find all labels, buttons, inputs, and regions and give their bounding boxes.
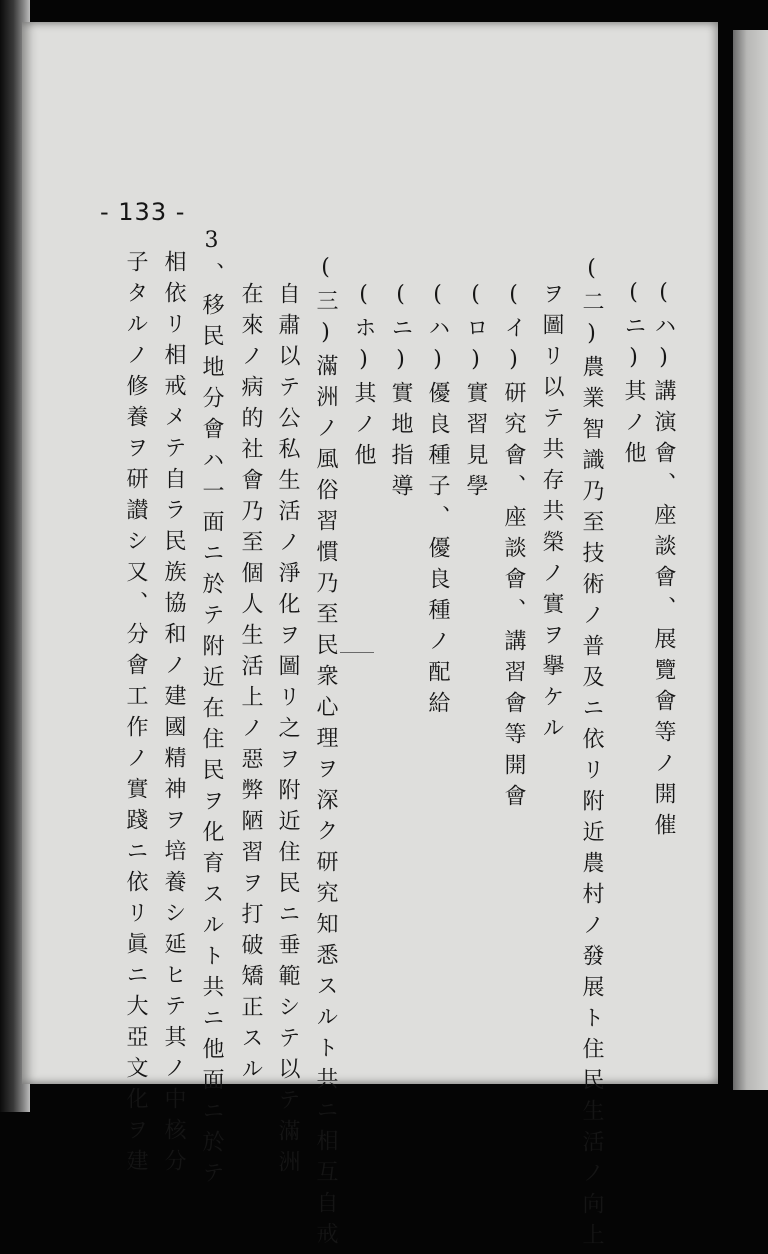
text-column: (ニ)其ノ他 [621,280,646,472]
text-column: 3、移民地分會ハ一面ニ於テ附近在住民ヲ化育スルト共ニ他面ニ於テ [199,228,224,1192]
page-number: - 133 - [100,198,186,226]
text-column: (二)農業智識乃至技術ノ普及ニ依リ附近農村ノ發展ト住民生活ノ向上 [579,256,604,1254]
text-column: 自肅以テ公私生活ノ淨化ヲ圖リ之ヲ附近住民ニ垂範シテ以テ滿洲 [275,282,300,1181]
text-column: (ハ)優良種子、優良種ノ配給 [425,282,450,722]
text-column: (ホ)其ノ他 [351,282,376,474]
text-column: (三)滿洲ノ風俗習慣乃至民衆心理ヲ深ク研究知悉スルト共ニ相互自戒 [313,255,338,1253]
divider-line [340,652,374,653]
text-column: 在來ノ病的社會乃至個人生活上ノ惡弊陋習ヲ打破矯正スル [238,282,263,1088]
text-column: (ニ)實地指導 [388,282,413,505]
text-column: 子タルノ修養ヲ研讃シ又、分會工作ノ實踐ニ依リ眞ニ大亞文化ヲ建 [123,250,148,1180]
text-column: (ハ)講演會、座談會、展覽會等ノ開催 [651,280,676,844]
facing-page-edge [733,30,768,1090]
text-column: (ロ)實習見學 [463,282,488,505]
text-column: ヲ圖リ以テ共存共榮ノ實ヲ擧ケル [539,282,564,747]
text-column: (イ)研究會、座談會、講習會等開會 [501,282,526,815]
text-column: 相依リ相戒メテ自ラ民族協和ノ建國精神ヲ培養シ延ヒテ其ノ中核分 [161,250,186,1180]
